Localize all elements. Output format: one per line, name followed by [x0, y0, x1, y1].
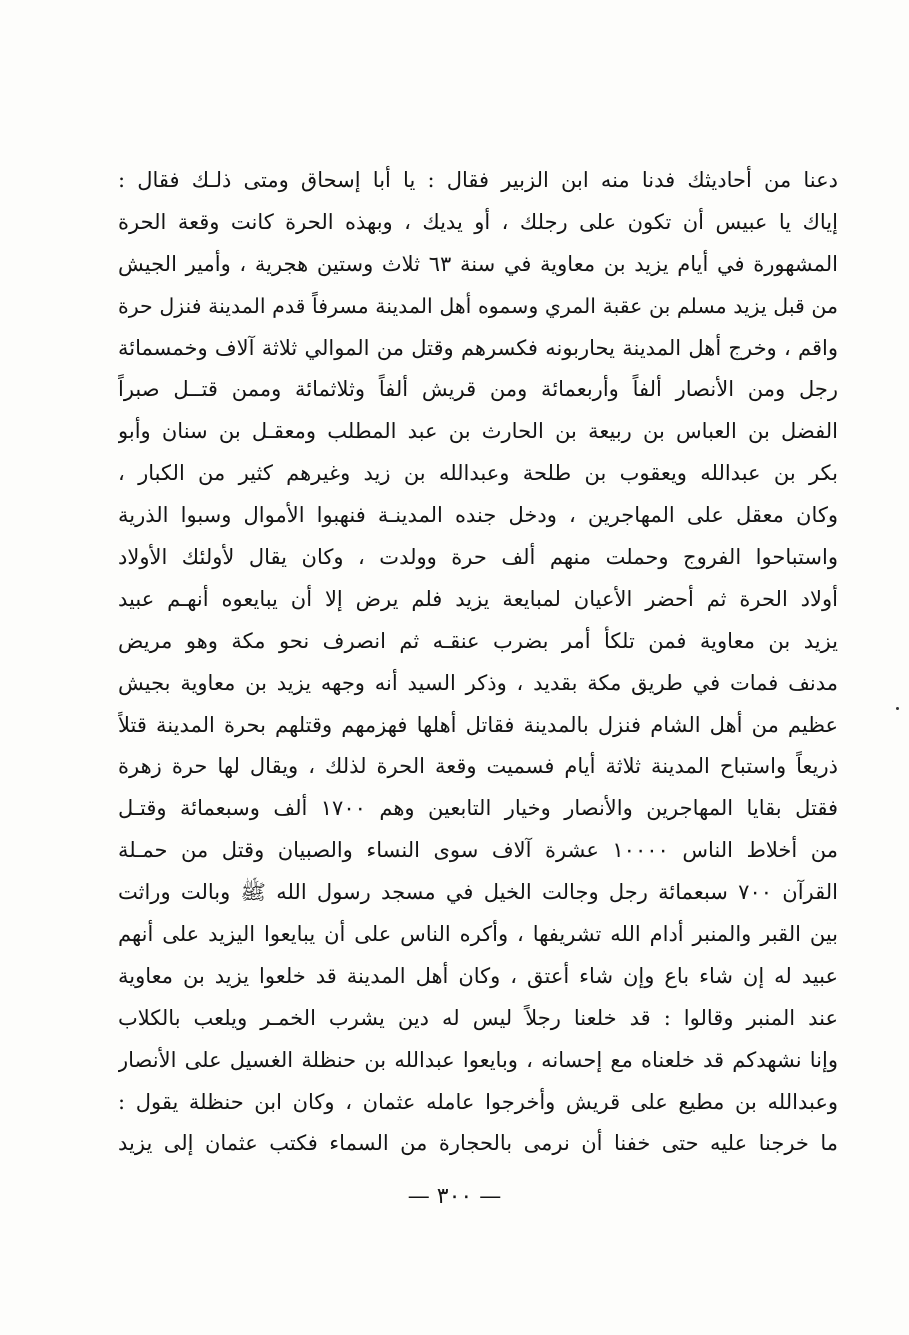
text-line: وعبدالله بن مطيع على قريش وأخرجوا عامله عثمان ، وكان ابن حنظلة يقول :: [118, 1089, 838, 1114]
text-line: وإنا نشهدكم قد خلعناه مع إحسانه ، وبايعوا عبدالله بن حنظلة الغسيل على الأنصار: [118, 1047, 838, 1072]
text-line: بين القبر والمنبر أدام الله تشريفها ، وأكره الناس على أن يبايعوا اليزيد على أنهم: [118, 922, 838, 947]
text-line: الفضل بن العباس بن ربيعة بن الحارث بن عبد المطلب ومعقـل بن سنان وأبو: [118, 419, 838, 444]
text-line: دعنا من أحاديثك فدنا منه ابن الزبير فقال : يا أبا إسحاق ومتى ذلـك فقال :: [118, 168, 838, 192]
text-line: ما خرجنا عليه حتى خفنا أن نرمى بالحجارة من السماء فكتب عثمان إلى يزيد: [118, 1131, 838, 1156]
text-line: أولاد الحرة ثم أحضر الأعيان لمبايعة يزيد فلم يرض إلا أن يبايعوه أنهـم عبيد: [118, 586, 838, 611]
text-line: عند المنبر وقالوا : قد خلعنا رجلاً ليس له دين يشرب الخمـر ويلعب بالكلاب: [118, 1005, 838, 1030]
text-line: مدنف فمات في طريق مكة بقديد ، وذكر السيد أنه وجهه يزيد بن معاوية بجيش: [118, 670, 838, 695]
text-line: رجل ومن الأنصار ألفاً وأربعمائة ومن قريش ألفاً وثلاثمائة وممن قتــل صبراً: [118, 377, 838, 402]
text-line: إياك يا عبيس أن تكون على رجلك ، أو يديك ، وبهذه الحرة كانت وقعة الحرة: [118, 209, 838, 234]
text-line: عظيم من أهل الشام فنزل بالمدينة فقاتل أهلها فهزمهم وقتلهم بحرة المدينة قتلاً: [118, 712, 838, 737]
scan-speck: [896, 707, 899, 710]
text-line: ذريعاً واستباح المدينة ثلاثة أيام فسميت وقعة الحرة لذلك ، ويقال لها حرة زهرة: [118, 754, 838, 779]
text-line: واقم ، وخرج أهل المدينة يحاربونه فكسرهم وقتل من الموالي ثلاثة آلاف وخمسمائة: [118, 335, 838, 360]
page-number: — ٣٠٠ —: [407, 1184, 502, 1209]
text-line: المشهورة في أيام يزيد بن معاوية في سنة ٦٣ ثلاث وستين هجرية ، وأمير الجيش: [118, 251, 838, 276]
text-line: فقتل بقايا المهاجرين والأنصار وخيار التابعين وهم ١٧٠٠ ألف وسبعمائة وقتـل: [118, 796, 838, 821]
body-text: [118, 160, 838, 1165]
text-line: من أخلاط الناس ١٠٠٠٠ عشرة آلاف سوى النساء والصبيان وقتل من حمـلة: [118, 838, 838, 863]
text-line: عبيد له إن شاء باع وإن شاء أعتق ، وكان أهل المدينة قد خلعوا يزيد بن معاوية: [118, 963, 838, 988]
text-line: القرآن ٧٠٠ سبعمائة رجل وجالت الخيل في مسجد رسول الله ﷺ وبالت وراثت: [118, 880, 838, 905]
text-line: من قبل يزيد مسلم بن عقبة المري وسموه أهل المدينة مسرفاً قدم المدينة فنزل حرة: [118, 293, 838, 318]
text-line: بكر بن عبدالله ويعقوب بن طلحة وعبدالله بن زيد وغيرهم كثير من الكبار ،: [118, 461, 838, 486]
text-line: واستباحوا الفروج وحملت منهم ألف حرة وولدت ، وكان يقال لأولئك الأولاد: [118, 545, 838, 570]
text-line: يزيد بن معاوية فمن تلكأ أمر بضرب عنقـه ثم انصرف نحو مكة وهو مريض: [118, 628, 838, 653]
text-line: وكان معقل على المهاجرين ، ودخل جنده المدينـة فنهبوا الأموال وسبوا الذرية: [118, 503, 838, 528]
